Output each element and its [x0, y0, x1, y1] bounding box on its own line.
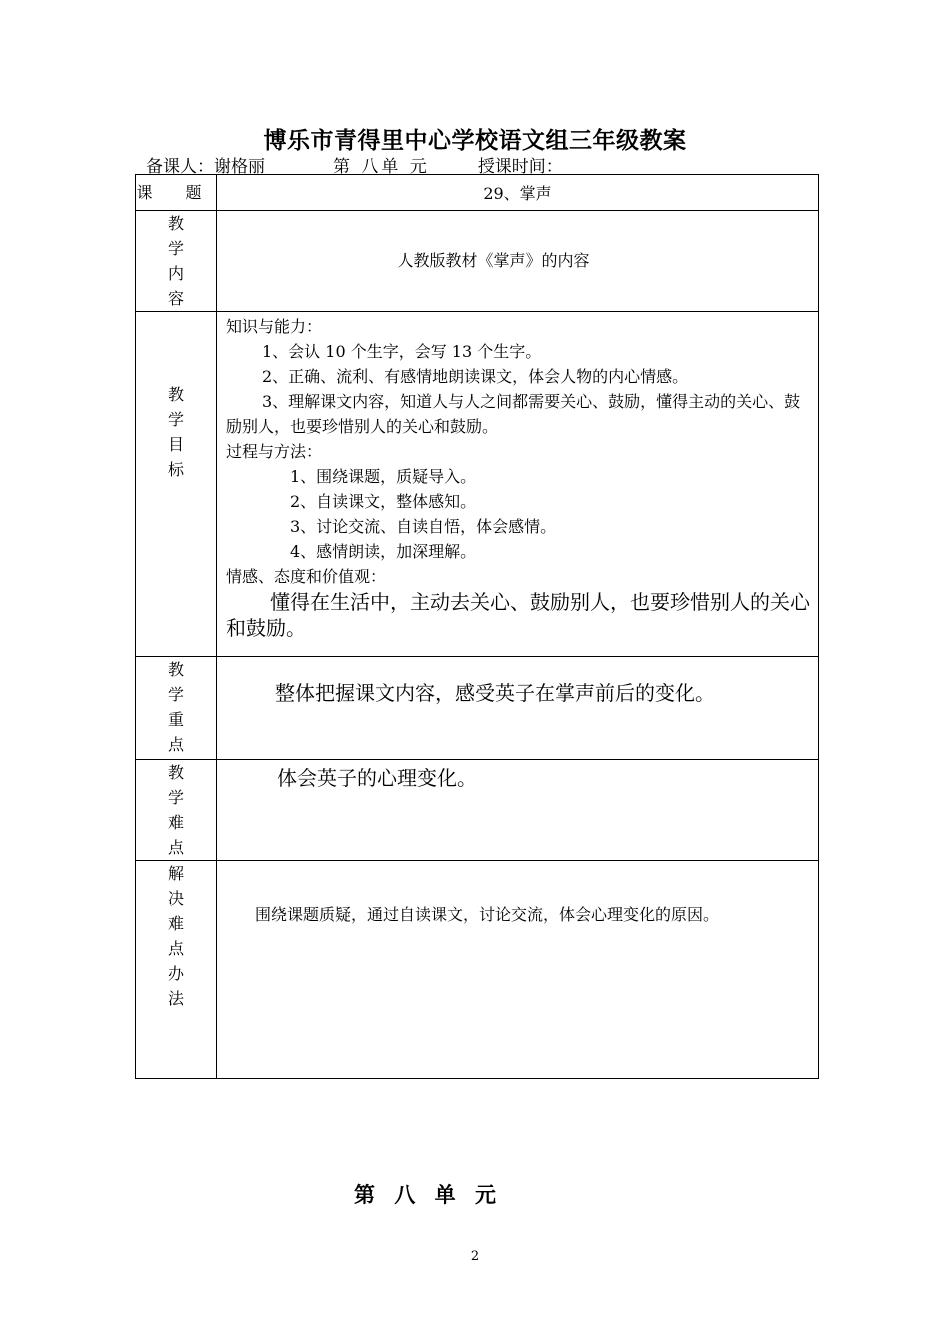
- content-cell: [217, 211, 819, 312]
- row-difficult: [136, 760, 819, 861]
- row-topic: [136, 175, 819, 211]
- knowledge-heading: 知识与能力：: [226, 317, 323, 336]
- difficult-cell: [217, 760, 819, 861]
- knowledge-item: 1、会认 10 个生字，会写 13 个生字。: [262, 342, 542, 361]
- method-value: 围绕课题质疑，通过自读课文，讨论交流，体会心理变化的原因。: [255, 905, 720, 924]
- row-content: [136, 211, 819, 312]
- goals-label: 教学目标: [168, 385, 185, 479]
- topic-value: 29、掌声: [483, 184, 552, 203]
- process-item: 1、围绕课题，质疑导入。: [290, 467, 477, 486]
- key-label: 教学重点: [168, 660, 185, 754]
- page-number: 2: [470, 1249, 480, 1264]
- method-label: 解决难点办法: [168, 864, 185, 1008]
- teach-time-field: 授课时间：: [477, 157, 563, 177]
- knowledge-item: 3、理解课文内容，知道人与人之间都需要关心、鼓励，懂得主动的关心、鼓励别人，也要珍惜别人的关心和鼓励。: [226, 392, 801, 436]
- process-item: 3、讨论交流、自读自悟，体会感情。: [290, 517, 557, 536]
- preparer-field: 备课人：谢格丽: [146, 157, 265, 177]
- row-key: [136, 657, 819, 760]
- unit-heading: 第 八 单 元: [354, 1182, 502, 1207]
- topic-cell: [217, 175, 819, 211]
- key-cell: [217, 657, 819, 760]
- row-method: [136, 861, 819, 1079]
- process-heading: 过程与方法：: [226, 442, 323, 461]
- document-title: 博乐市青得里中心学校语文组三年级教案: [263, 127, 687, 154]
- emotion-text: 懂得在生活中，主动去关心、鼓励别人，也要珍惜别人的关心和鼓励。: [226, 590, 810, 640]
- method-cell: [217, 861, 819, 1079]
- unit-field: 第 八单 元: [333, 157, 430, 177]
- process-item: 4、感情朗读，加深理解。: [290, 542, 477, 561]
- goals-cell: [217, 312, 819, 657]
- difficult-value: 体会英子的心理变化。: [277, 766, 477, 790]
- key-value: 整体把握课文内容，感受英子在掌声前后的变化。: [275, 681, 715, 705]
- emotion-heading: 情感、态度和价值观：: [226, 567, 387, 586]
- process-item: 2、自读课文，整体感知。: [290, 492, 477, 511]
- row-goals: [136, 312, 819, 657]
- content-value: 人教版教材《掌声》的内容: [397, 250, 590, 270]
- difficult-label: 教学难点: [168, 763, 185, 857]
- lesson-plan-table: [135, 174, 819, 1079]
- content-label: 教学内容: [168, 214, 185, 308]
- topic-label: 课 题: [136, 183, 216, 202]
- knowledge-item: 2、正确、流利、有感情地朗读课文，体会人物的内心情感。: [262, 367, 689, 386]
